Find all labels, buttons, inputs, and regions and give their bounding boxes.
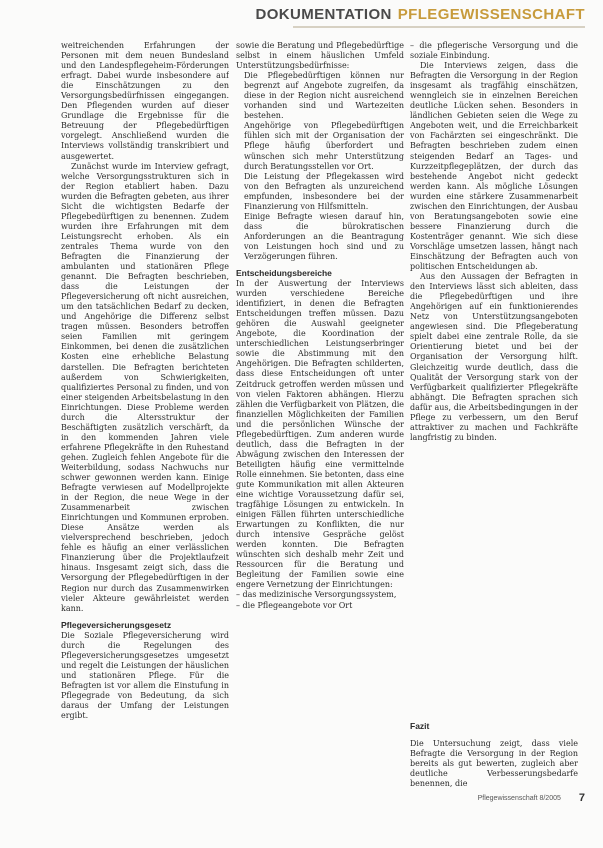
paragraph: weitreichenden Erfahrungen der Personen mit dem neuen Bundesland und den Landespflegeheim-Förderungen erfragt. Dabei wurde insbesondere auf die Einschätzungen zu den Versorgungsbedürfnissen eingegangen. Den Pflegenden wurden auf dieser Grundlage die Ergebnisse für die Betreuung der Pflegebedürftigen vorgelegt. Anschließend wurden die Interviews vollständig transkribiert und ausgewertet. <box>61 41 229 161</box>
header-section-label: PFLEGEWISSENSCHAFT <box>397 6 585 23</box>
paragraph: Aus den Aussagen der Befragten in den Interviews lässt sich ableiten, dass die Pflegebedürftigen und ihre Angehörigen auf ein funktionierendes Netz von Unterstützungsangeboten angewiesen sind. Die Pflegeberatung spielt dabei eine zentrale Rolle, da sie Orientierung bietet und bei der Organisation der Versorgung hilft. Gleichzeitig wurde deutlich, dass die Qualität der Versorgung stark von der Verfügbarkeit qualifizierter Pflegekräfte abhängt. Die Befragten sprachen sich dafür aus, die Arbeitsbedingungen in der Pflege zu verbessern, um den Beruf attraktiver zu machen und Fachkräfte langfristig zu binden. <box>410 272 578 442</box>
paragraph: sowie die Beratung und Pflegebedürftige selbst in einem häuslichen Umfeld Unterstützungsbedürfnisse: <box>236 41 404 71</box>
paragraph: In der Auswertung der Interviews wurden verschiedene Bereiche identifiziert, in denen die Befragten Entscheidungen treffen müssen. Dazu gehören die Auswahl geeigneter Angebote, die Koordination der unterschiedlichen Leistungserbringer sowie die Abstimmung mit den Angehörigen. Die Befragten schilderten, dass diese Entscheidungen oft unter Zeitdruck getroffen werden müssen und von vielen Faktoren abhängen. Hierzu zählen die Verfügbarkeit von Plätzen, die finanziellen Möglichkeiten der Familien und die persönlichen Wünsche der Pflegebedürftigen. Zum anderen wurde deutlich, dass die Befragten in der Abwägung zwischen den Interessen der Beteiligten häufig eine vermittelnde Rolle einnehmen. Sie betonten, dass eine gute Kommunikation mit allen Akteuren eine wichtige Voraussetzung dafür sei, tragfähige Lösungen zu entwickeln. In einigen Fällen führten unterschiedliche Erwartungen zu Konflikten, die nur durch intensive Gespräche gelöst werden konnten. Die Befragten wünschten sich deshalb mehr Zeit und Ressourcen für die Beratung und Begleitung der Familien sowie eine engere Vernetzung der Einrichtungen: <box>236 279 404 590</box>
text-column-2 <box>236 41 404 783</box>
list-item: • Einige Befragte wiesen darauf hin, dass die bürokratischen Anforderungen an die Beantragung von Leistungen hoch sind und zu Verzögerungen führen. <box>244 212 404 262</box>
fazit-section <box>410 721 578 797</box>
paragraph: Zunächst wurde im Interview gefragt, welche Versorgungsstrukturen sich in der Region etabliert haben. Dazu wurden die Befragten gebeten, aus ihrer Sicht die wichtigsten Bedarfe der Pflegebedürftigen zu benennen. Zudem wurden ihre Erfahrungen mit dem Leistungsrecht erhoben. Als ein zentrales Thema wurde von den Befragten die Finanzierung der ambulanten und stationären Pflege genannt. Die Befragten beschrieben, dass die Leistungen der Pflegeversicherung oft nicht ausreichen, um den tatsächlichen Bedarf zu decken, und Angehörige die Differenz selbst tragen müssen. Besonders betroffen seien Familien mit geringem Einkommen, bei denen die zusätzlichen Kosten eine erhebliche Belastung darstellen. Die Befragten berichteten außerdem von Schwierigkeiten, qualifiziertes Personal zu finden, und von einer steigenden Arbeitsbelastung in den Einrichtungen. Diese Probleme werden durch die Altersstruktur der Beschäftigten zusätzlich verschärft, da in den kommenden Jahren viele erfahrene Pflegekräfte in den Ruhestand gehen. Zugleich fehlen Angebote für die Weiterbildung, sodass Nachwuchs nur schwer gewonnen werden kann. Einige Befragte verwiesen auf Modellprojekte in der Region, die neue Wege in der Zusammenarbeit zwischen Einrichtungen und Kommunen erproben. Diese Ansätze werden als vielversprechend beschrieben, jedoch fehle es häufig an einer verlässlichen Finanzierung über die Projektlaufzeit hinaus. Insgesamt zeigt sich, dass die Versorgung der Pflegebedürftigen in der Region nur durch das Zusammenwirken vieler Akteure gewährleistet werden kann. <box>61 161 229 613</box>
paragraph: Die Interviews zeigen, dass die Befragten die Versorgung in der Region insgesamt als tragfähig einschätzen, wenngleich sie in einzelnen Bereichen deutliche Lücken sehen. Besonders in ländlichen Gebieten seien die Wege zu Angeboten weit, und die Erreichbarkeit von Fachärzten sei eingeschränkt. Die Befragten beschrieben zudem einen steigenden Bedarf an Tages- und Kurzzeitpflegeplätzen, der durch das bestehende Angebot nicht gedeckt werden kann. Als mögliche Lösungen wurden eine stärkere Zusammenarbeit zwischen den Einrichtungen, der Ausbau von Beratungsangeboten sowie eine bessere Finanzierung durch die Kostenträger genannt. Wie sich diese Vorschläge umsetzen lassen, hängt nach Einschätzung der Befragten auch von politischen Entscheidungen ab. <box>410 61 578 272</box>
text-column-3 <box>410 41 578 717</box>
list-item: – das medizinische Versorgungssystem, <box>236 590 397 600</box>
list-item: – die Pflegeangebote vor Ort <box>236 600 353 610</box>
section-heading: Entscheidungsbereiche <box>236 268 332 279</box>
paragraph: Die Untersuchung zeigt, dass viele Befragte die Versorgung in der Region bereits als gut bewerten, zugleich aber deutliche Verbesserungsbedarfe benennen, die <box>410 739 578 789</box>
page-footer <box>445 790 585 806</box>
text-column-1 <box>61 41 229 783</box>
list-item: • Die Pflegebedürftigen können nur begrenzt auf Angebote zugreifen, da diese in der Region nicht ausreichend vorhanden sind und Wartezeiten bestehen. <box>244 71 404 121</box>
list-item: • Die Leistung der Pflegekassen wird von den Befragten als unzureichend empfunden, insbesondere bei der Finanzierung von Hilfsmitteln. <box>244 172 404 212</box>
section-heading: Pflegeversicherungsgesetz <box>61 619 172 630</box>
paragraph: – die pflegerische Versorgung und die soziale Einbindung. <box>410 41 578 61</box>
bullet-list <box>236 71 404 262</box>
header-doc-label: DOKUMENTATION <box>255 6 392 23</box>
journal-issue: Pflegewissenschaft 8/2005 <box>477 794 561 802</box>
page-header <box>255 6 585 28</box>
paragraph: Die Soziale Pflegeversicherung wird durch die Regelungen des Pflegeversicherungsgesetzes umgesetzt und regelt die Leistungen der häuslichen und stationären Pflege. Für die Befragten ist vor allem die Einstufung in Pflegegrade von Bedeutung, da sich daraus der Umfang der Leistungen ergibt. <box>61 630 229 721</box>
list-item: • Angehörige von Pflegebedürftigen fühlen sich mit der Organisation der Pflege häufig überfordert und wünschen sich mehr Unterstützung durch Beratungsstellen vor Ort. <box>244 121 404 171</box>
section-heading: Fazit <box>410 721 430 731</box>
page-number: 7 <box>578 792 585 804</box>
